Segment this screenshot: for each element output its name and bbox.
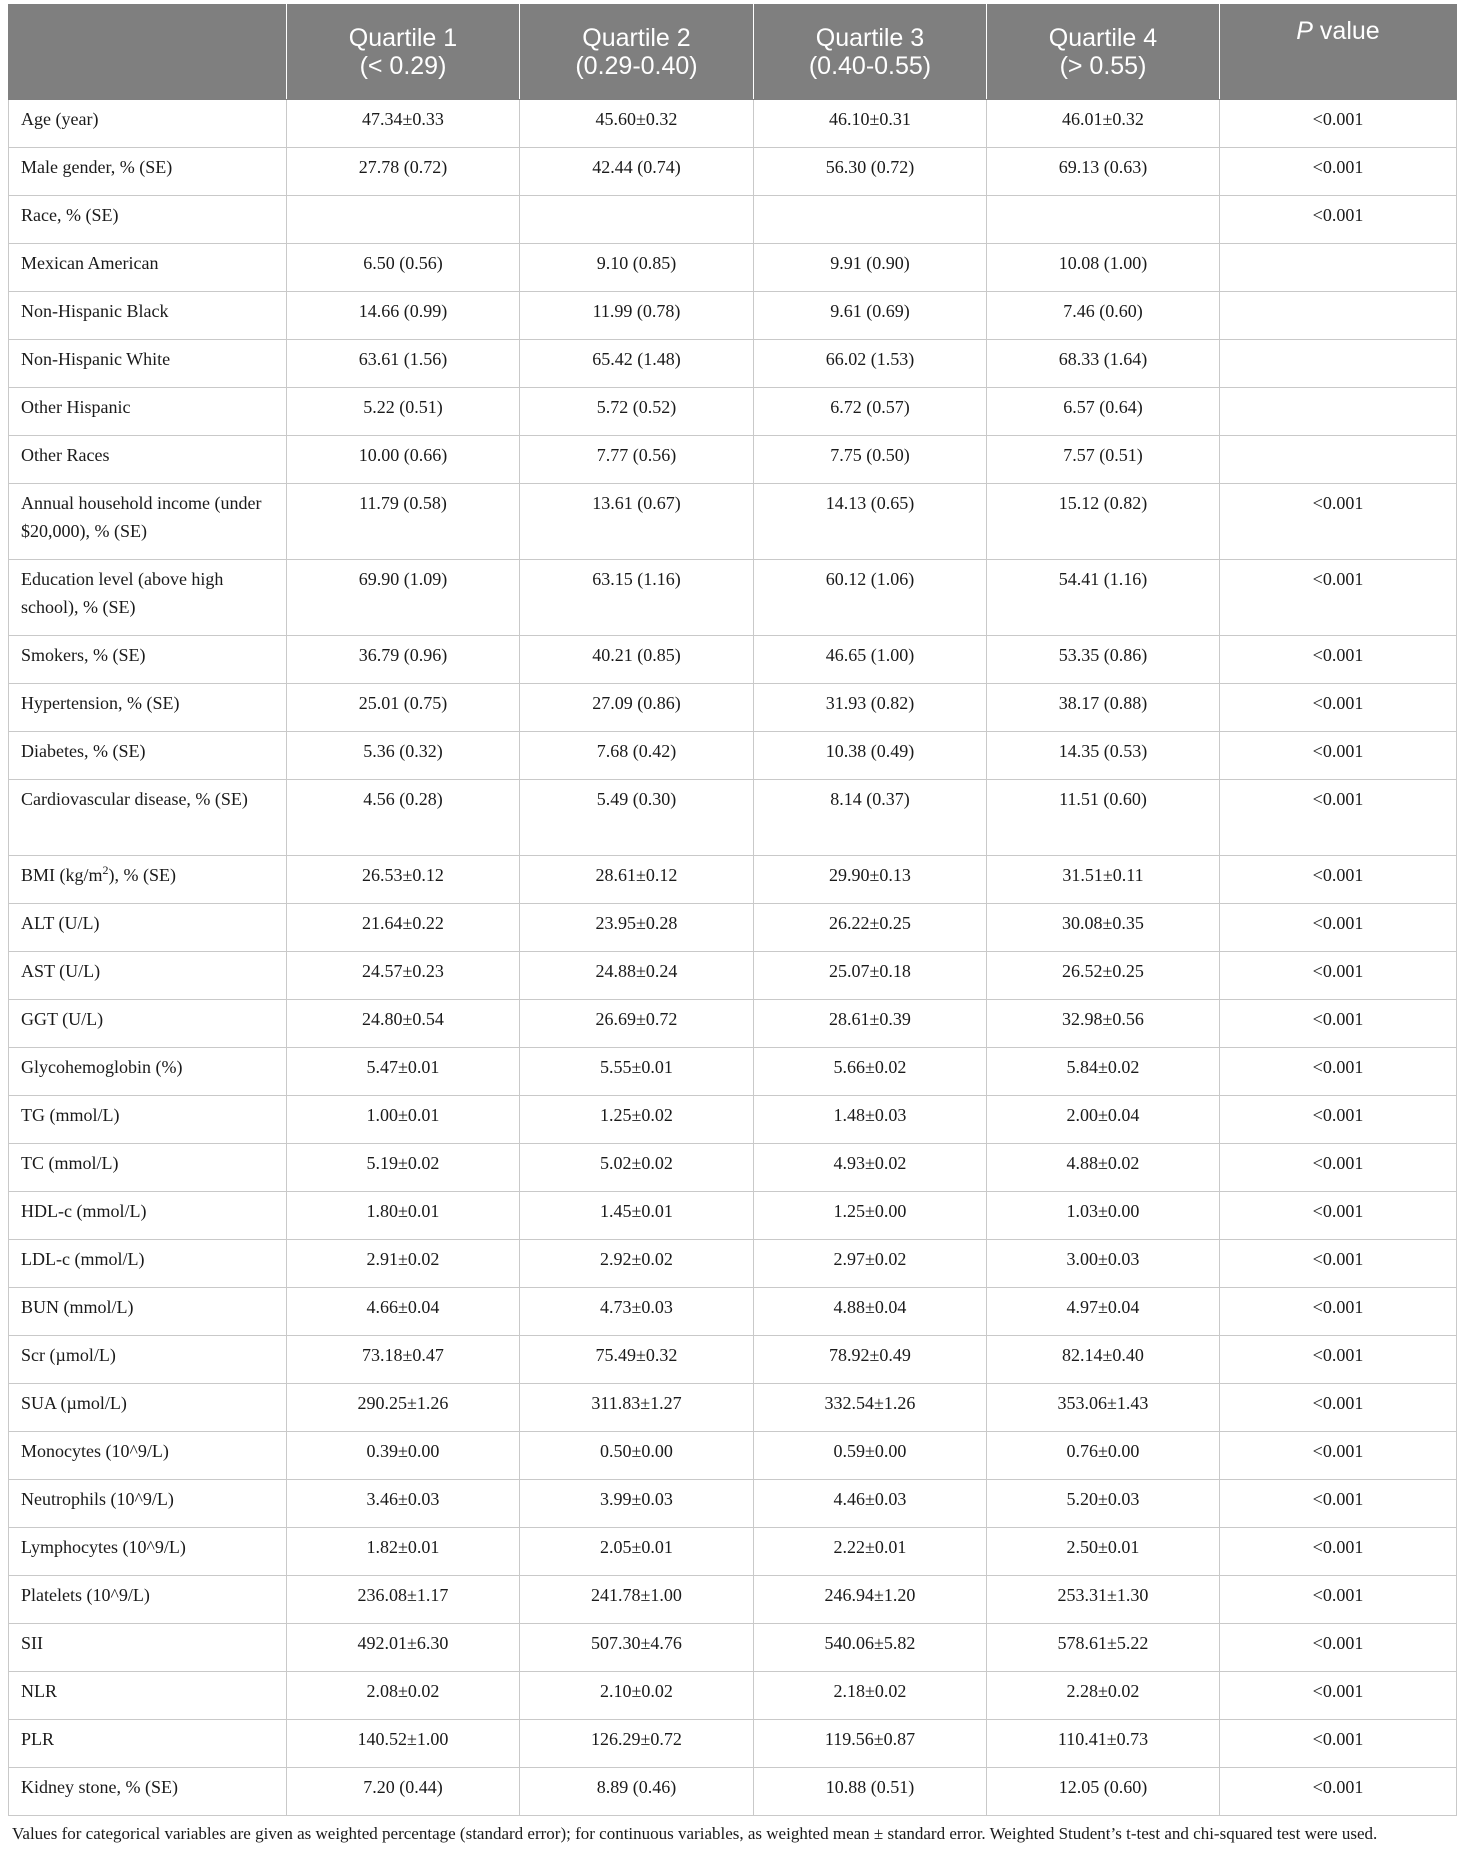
row-label: Scr (µmol/L) bbox=[9, 1336, 287, 1384]
cell-q1: 5.47±0.01 bbox=[287, 1048, 520, 1096]
cell-q4: 69.13 (0.63) bbox=[987, 148, 1220, 196]
cell-q3: 10.38 (0.49) bbox=[754, 732, 987, 780]
table-row bbox=[9, 1240, 1457, 1288]
table-row bbox=[9, 436, 1457, 484]
cell-p-value: <0.001 bbox=[1220, 100, 1457, 148]
cell-q4: 4.88±0.02 bbox=[987, 1144, 1220, 1192]
cell-p-value: <0.001 bbox=[1220, 684, 1457, 732]
cell-q2: 40.21 (0.85) bbox=[520, 636, 754, 684]
cell-p-value bbox=[1220, 244, 1457, 292]
row-label-text: BMI (kg/m bbox=[21, 865, 103, 885]
cell-q2: 24.88±0.24 bbox=[520, 952, 754, 1000]
cell-q1: 24.57±0.23 bbox=[287, 952, 520, 1000]
cell-q1: 63.61 (1.56) bbox=[287, 340, 520, 388]
cell-q1: 2.08±0.02 bbox=[287, 1672, 520, 1720]
cell-q3: 246.94±1.20 bbox=[754, 1576, 987, 1624]
cell-q4: 0.76±0.00 bbox=[987, 1432, 1220, 1480]
cell-q3: 60.12 (1.06) bbox=[754, 560, 987, 636]
row-label: Race, % (SE) bbox=[9, 196, 287, 244]
header-empty-cell bbox=[9, 5, 287, 100]
row-label: Lymphocytes (10^9/L) bbox=[9, 1528, 287, 1576]
cell-p-value: <0.001 bbox=[1220, 1672, 1457, 1720]
table-row bbox=[9, 1528, 1457, 1576]
cell-q3: 1.25±0.00 bbox=[754, 1192, 987, 1240]
row-label: SUA (µmol/L) bbox=[9, 1384, 287, 1432]
cell-p-value: <0.001 bbox=[1220, 780, 1457, 856]
row-label: AST (U/L) bbox=[9, 952, 287, 1000]
cell-q2: 5.49 (0.30) bbox=[520, 780, 754, 856]
cell-q4: 10.08 (1.00) bbox=[987, 244, 1220, 292]
table-row bbox=[9, 1720, 1457, 1768]
cell-q2: 11.99 (0.78) bbox=[520, 292, 754, 340]
cell-q1: 0.39±0.00 bbox=[287, 1432, 520, 1480]
table-row bbox=[9, 560, 1457, 636]
cell-q2: 7.77 (0.56) bbox=[520, 436, 754, 484]
cell-q1: 24.80±0.54 bbox=[287, 1000, 520, 1048]
cell-q4: 7.57 (0.51) bbox=[987, 436, 1220, 484]
cell-q1: 5.22 (0.51) bbox=[287, 388, 520, 436]
cell-q2: 126.29±0.72 bbox=[520, 1720, 754, 1768]
cell-p-value: <0.001 bbox=[1220, 1144, 1457, 1192]
table-row bbox=[9, 1048, 1457, 1096]
cell-p-value: <0.001 bbox=[1220, 196, 1457, 244]
row-label: Smokers, % (SE) bbox=[9, 636, 287, 684]
header-p-value bbox=[1220, 5, 1457, 100]
row-label: Monocytes (10^9/L) bbox=[9, 1432, 287, 1480]
cell-q2: 0.50±0.00 bbox=[520, 1432, 754, 1480]
cell-q2: 42.44 (0.74) bbox=[520, 148, 754, 196]
cell-q3: 7.75 (0.50) bbox=[754, 436, 987, 484]
row-label: TC (mmol/L) bbox=[9, 1144, 287, 1192]
cell-q2: 8.89 (0.46) bbox=[520, 1768, 754, 1816]
row-label: Hypertension, % (SE) bbox=[9, 684, 287, 732]
table-row bbox=[9, 780, 1457, 856]
cell-q1: 36.79 (0.96) bbox=[287, 636, 520, 684]
table-row bbox=[9, 1384, 1457, 1432]
cell-q2: 28.61±0.12 bbox=[520, 856, 754, 904]
cell-q2: 4.73±0.03 bbox=[520, 1288, 754, 1336]
cell-q4: 14.35 (0.53) bbox=[987, 732, 1220, 780]
cell-q3: 56.30 (0.72) bbox=[754, 148, 987, 196]
cell-q4: 1.03±0.00 bbox=[987, 1192, 1220, 1240]
cell-q3 bbox=[754, 196, 987, 244]
cell-q3: 119.56±0.87 bbox=[754, 1720, 987, 1768]
cell-q1: 11.79 (0.58) bbox=[287, 484, 520, 560]
cell-q1 bbox=[287, 196, 520, 244]
cell-q4: 15.12 (0.82) bbox=[987, 484, 1220, 560]
row-label: TG (mmol/L) bbox=[9, 1096, 287, 1144]
table-row bbox=[9, 148, 1457, 196]
cell-p-value: <0.001 bbox=[1220, 636, 1457, 684]
cell-p-value: <0.001 bbox=[1220, 1384, 1457, 1432]
table-header bbox=[9, 5, 1457, 100]
row-label: NLR bbox=[9, 1672, 287, 1720]
cell-q3: 9.91 (0.90) bbox=[754, 244, 987, 292]
cell-q3: 2.97±0.02 bbox=[754, 1240, 987, 1288]
cell-q3: 29.90±0.13 bbox=[754, 856, 987, 904]
row-label: LDL-c (mmol/L) bbox=[9, 1240, 287, 1288]
cell-q4: 2.50±0.01 bbox=[987, 1528, 1220, 1576]
cell-p-value: <0.001 bbox=[1220, 1336, 1457, 1384]
header-quartile-4 bbox=[987, 5, 1220, 100]
cell-q3: 0.59±0.00 bbox=[754, 1432, 987, 1480]
row-label: ALT (U/L) bbox=[9, 904, 287, 952]
cell-q1: 26.53±0.12 bbox=[287, 856, 520, 904]
cell-q2: 65.42 (1.48) bbox=[520, 340, 754, 388]
cell-q2: 63.15 (1.16) bbox=[520, 560, 754, 636]
cell-q2: 75.49±0.32 bbox=[520, 1336, 754, 1384]
table-row bbox=[9, 1768, 1457, 1816]
cell-q2: 5.72 (0.52) bbox=[520, 388, 754, 436]
cell-q2: 5.02±0.02 bbox=[520, 1144, 754, 1192]
table-row bbox=[9, 732, 1457, 780]
cell-q3: 4.93±0.02 bbox=[754, 1144, 987, 1192]
cell-p-value bbox=[1220, 436, 1457, 484]
header-p-rest: value bbox=[1312, 17, 1380, 45]
cell-q2: 1.45±0.01 bbox=[520, 1192, 754, 1240]
cell-q4: 53.35 (0.86) bbox=[987, 636, 1220, 684]
cell-q1: 5.19±0.02 bbox=[287, 1144, 520, 1192]
cell-q3: 66.02 (1.53) bbox=[754, 340, 987, 388]
cell-q3: 6.72 (0.57) bbox=[754, 388, 987, 436]
row-label: Platelets (10^9/L) bbox=[9, 1576, 287, 1624]
cell-q3: 10.88 (0.51) bbox=[754, 1768, 987, 1816]
cell-q3: 5.66±0.02 bbox=[754, 1048, 987, 1096]
cell-q3: 46.65 (1.00) bbox=[754, 636, 987, 684]
row-label: Non-Hispanic Black bbox=[9, 292, 287, 340]
cell-q4: 82.14±0.40 bbox=[987, 1336, 1220, 1384]
cell-q2: 2.10±0.02 bbox=[520, 1672, 754, 1720]
table-body bbox=[9, 100, 1457, 1816]
cell-q1: 236.08±1.17 bbox=[287, 1576, 520, 1624]
row-label: Male gender, % (SE) bbox=[9, 148, 287, 196]
cell-p-value: <0.001 bbox=[1220, 1192, 1457, 1240]
cell-p-value: <0.001 bbox=[1220, 952, 1457, 1000]
cell-q1: 7.20 (0.44) bbox=[287, 1768, 520, 1816]
row-label: BUN (mmol/L) bbox=[9, 1288, 287, 1336]
cell-q3: 8.14 (0.37) bbox=[754, 780, 987, 856]
header-quartile-3 bbox=[754, 5, 987, 100]
cell-q2: 7.68 (0.42) bbox=[520, 732, 754, 780]
cell-p-value: <0.001 bbox=[1220, 904, 1457, 952]
cell-q1: 73.18±0.47 bbox=[287, 1336, 520, 1384]
table-row bbox=[9, 196, 1457, 244]
table-row bbox=[9, 1288, 1457, 1336]
header-q4-range: (> 0.55) bbox=[1059, 52, 1147, 80]
row-label: Mexican American bbox=[9, 244, 287, 292]
cell-q2: 311.83±1.27 bbox=[520, 1384, 754, 1432]
table-row bbox=[9, 636, 1457, 684]
table-row bbox=[9, 1576, 1457, 1624]
cell-q2: 13.61 (0.67) bbox=[520, 484, 754, 560]
cell-q1: 4.66±0.04 bbox=[287, 1288, 520, 1336]
table-row bbox=[9, 952, 1457, 1000]
cell-q2: 3.99±0.03 bbox=[520, 1480, 754, 1528]
cell-q1: 10.00 (0.66) bbox=[287, 436, 520, 484]
cell-p-value: <0.001 bbox=[1220, 1000, 1457, 1048]
cell-q4 bbox=[987, 196, 1220, 244]
table-row bbox=[9, 340, 1457, 388]
cell-q2 bbox=[520, 196, 754, 244]
cell-p-value bbox=[1220, 292, 1457, 340]
cell-q3: 9.61 (0.69) bbox=[754, 292, 987, 340]
cell-q2: 241.78±1.00 bbox=[520, 1576, 754, 1624]
cell-p-value: <0.001 bbox=[1220, 1288, 1457, 1336]
cell-q4: 68.33 (1.64) bbox=[987, 340, 1220, 388]
cell-q4: 2.00±0.04 bbox=[987, 1096, 1220, 1144]
cell-q2: 1.25±0.02 bbox=[520, 1096, 754, 1144]
cell-p-value: <0.001 bbox=[1220, 1720, 1457, 1768]
table-row bbox=[9, 1432, 1457, 1480]
header-row bbox=[9, 5, 1457, 100]
table-row bbox=[9, 1000, 1457, 1048]
cell-q2: 9.10 (0.85) bbox=[520, 244, 754, 292]
row-label: Annual household income (under $20,000), % (SE) bbox=[9, 484, 287, 560]
table-container bbox=[8, 4, 1456, 1846]
table-row bbox=[9, 1336, 1457, 1384]
cell-q3: 46.10±0.31 bbox=[754, 100, 987, 148]
cell-q4: 3.00±0.03 bbox=[987, 1240, 1220, 1288]
cell-q4: 110.41±0.73 bbox=[987, 1720, 1220, 1768]
cell-q1: 5.36 (0.32) bbox=[287, 732, 520, 780]
row-label: Neutrophils (10^9/L) bbox=[9, 1480, 287, 1528]
cell-q4: 11.51 (0.60) bbox=[987, 780, 1220, 856]
table-row bbox=[9, 684, 1457, 732]
cell-q4: 578.61±5.22 bbox=[987, 1624, 1220, 1672]
cell-q3: 540.06±5.82 bbox=[754, 1624, 987, 1672]
cell-q1: 3.46±0.03 bbox=[287, 1480, 520, 1528]
cell-p-value: <0.001 bbox=[1220, 1096, 1457, 1144]
table-row bbox=[9, 1144, 1457, 1192]
row-label: Other Hispanic bbox=[9, 388, 287, 436]
cell-q1: 290.25±1.26 bbox=[287, 1384, 520, 1432]
cell-q1: 4.56 (0.28) bbox=[287, 780, 520, 856]
cell-q2: 2.92±0.02 bbox=[520, 1240, 754, 1288]
table-row bbox=[9, 1192, 1457, 1240]
cell-q4: 5.20±0.03 bbox=[987, 1480, 1220, 1528]
table-row bbox=[9, 1672, 1457, 1720]
header-q2-range: (0.29-0.40) bbox=[575, 52, 698, 80]
cell-q1: 27.78 (0.72) bbox=[287, 148, 520, 196]
row-label: Other Races bbox=[9, 436, 287, 484]
table-footnote: Values for categorical variables are given as weighted percentage (standard error); for continuous variables, as weighted mean ± standard error. Weighted Student’s t-test and chi-squared test were used. bbox=[12, 1824, 1378, 1843]
cell-p-value: <0.001 bbox=[1220, 732, 1457, 780]
cell-q4: 6.57 (0.64) bbox=[987, 388, 1220, 436]
cell-q4: 30.08±0.35 bbox=[987, 904, 1220, 952]
cell-q4: 353.06±1.43 bbox=[987, 1384, 1220, 1432]
table-row bbox=[9, 244, 1457, 292]
cell-p-value bbox=[1220, 340, 1457, 388]
table-row bbox=[9, 1096, 1457, 1144]
header-q4-name: Quartile 4 bbox=[1048, 24, 1158, 52]
cell-q1: 140.52±1.00 bbox=[287, 1720, 520, 1768]
cell-q2: 2.05±0.01 bbox=[520, 1528, 754, 1576]
header-q3-range: (0.40-0.55) bbox=[808, 52, 932, 80]
row-label: GGT (U/L) bbox=[9, 1000, 287, 1048]
cell-p-value bbox=[1220, 388, 1457, 436]
row-label: Age (year) bbox=[9, 100, 287, 148]
cell-q4: 12.05 (0.60) bbox=[987, 1768, 1220, 1816]
table-row bbox=[9, 1624, 1457, 1672]
cell-q4: 31.51±0.11 bbox=[987, 856, 1220, 904]
cell-q3: 14.13 (0.65) bbox=[754, 484, 987, 560]
cell-q3: 4.46±0.03 bbox=[754, 1480, 987, 1528]
header-quartile-2 bbox=[520, 5, 754, 100]
cell-q4: 38.17 (0.88) bbox=[987, 684, 1220, 732]
cell-p-value: <0.001 bbox=[1220, 560, 1457, 636]
table-row bbox=[9, 388, 1457, 436]
row-label bbox=[9, 856, 287, 904]
cell-p-value: <0.001 bbox=[1220, 1576, 1457, 1624]
row-label: Cardiovascular disease, % (SE) bbox=[9, 780, 287, 856]
cell-q3: 25.07±0.18 bbox=[754, 952, 987, 1000]
row-label: SII bbox=[9, 1624, 287, 1672]
cell-q1: 6.50 (0.56) bbox=[287, 244, 520, 292]
table-row bbox=[9, 1480, 1457, 1528]
row-label-text-suffix: ), % (SE) bbox=[108, 865, 176, 885]
cell-p-value: <0.001 bbox=[1220, 1768, 1457, 1816]
cell-q4: 4.97±0.04 bbox=[987, 1288, 1220, 1336]
header-q1-name: Quartile 1 bbox=[348, 24, 458, 52]
cell-q2: 45.60±0.32 bbox=[520, 100, 754, 148]
cell-q1: 47.34±0.33 bbox=[287, 100, 520, 148]
row-label: Glycohemoglobin (%) bbox=[9, 1048, 287, 1096]
cell-q1: 25.01 (0.75) bbox=[287, 684, 520, 732]
table-row bbox=[9, 100, 1457, 148]
cell-q4: 5.84±0.02 bbox=[987, 1048, 1220, 1096]
cell-q2: 5.55±0.01 bbox=[520, 1048, 754, 1096]
cell-q4: 32.98±0.56 bbox=[987, 1000, 1220, 1048]
row-label: HDL-c (mmol/L) bbox=[9, 1192, 287, 1240]
cell-p-value: <0.001 bbox=[1220, 148, 1457, 196]
cell-q1: 1.82±0.01 bbox=[287, 1528, 520, 1576]
cell-p-value: <0.001 bbox=[1220, 1240, 1457, 1288]
cell-q2: 26.69±0.72 bbox=[520, 1000, 754, 1048]
cell-q1: 21.64±0.22 bbox=[287, 904, 520, 952]
cell-q4: 26.52±0.25 bbox=[987, 952, 1220, 1000]
cell-q1: 2.91±0.02 bbox=[287, 1240, 520, 1288]
row-label: Non-Hispanic White bbox=[9, 340, 287, 388]
cell-q1: 492.01±6.30 bbox=[287, 1624, 520, 1672]
cell-p-value: <0.001 bbox=[1220, 1480, 1457, 1528]
cell-q3: 332.54±1.26 bbox=[754, 1384, 987, 1432]
row-label-superscript: 2 bbox=[102, 863, 109, 877]
cell-q1: 14.66 (0.99) bbox=[287, 292, 520, 340]
cell-q3: 2.18±0.02 bbox=[754, 1672, 987, 1720]
cell-q3: 28.61±0.39 bbox=[754, 1000, 987, 1048]
table-row bbox=[9, 856, 1457, 904]
cell-p-value: <0.001 bbox=[1220, 1048, 1457, 1096]
cell-q3: 2.22±0.01 bbox=[754, 1528, 987, 1576]
cell-q2: 27.09 (0.86) bbox=[520, 684, 754, 732]
cell-q3: 1.48±0.03 bbox=[754, 1096, 987, 1144]
cell-p-value: <0.001 bbox=[1220, 856, 1457, 904]
cell-q1: 69.90 (1.09) bbox=[287, 560, 520, 636]
cell-p-value: <0.001 bbox=[1220, 484, 1457, 560]
table-row bbox=[9, 904, 1457, 952]
cell-q3: 31.93 (0.82) bbox=[754, 684, 987, 732]
cell-q2: 23.95±0.28 bbox=[520, 904, 754, 952]
row-label: PLR bbox=[9, 1720, 287, 1768]
header-quartile-1 bbox=[287, 5, 520, 100]
header-p-letter: P bbox=[1296, 17, 1313, 45]
cell-q4: 46.01±0.32 bbox=[987, 100, 1220, 148]
cell-q4: 253.31±1.30 bbox=[987, 1576, 1220, 1624]
cell-q3: 4.88±0.04 bbox=[754, 1288, 987, 1336]
row-label: Education level (above high school), % (SE) bbox=[9, 560, 287, 636]
table-row bbox=[9, 292, 1457, 340]
cell-p-value: <0.001 bbox=[1220, 1528, 1457, 1576]
cell-q3: 78.92±0.49 bbox=[754, 1336, 987, 1384]
cell-q1: 1.80±0.01 bbox=[287, 1192, 520, 1240]
cell-q3: 26.22±0.25 bbox=[754, 904, 987, 952]
cell-p-value: <0.001 bbox=[1220, 1432, 1457, 1480]
header-q1-range: (< 0.29) bbox=[359, 52, 447, 80]
header-q3-name: Quartile 3 bbox=[815, 24, 925, 52]
header-q2-name: Quartile 2 bbox=[582, 24, 691, 52]
cell-q4: 7.46 (0.60) bbox=[987, 292, 1220, 340]
cell-q2: 507.30±4.76 bbox=[520, 1624, 754, 1672]
cell-q1: 1.00±0.01 bbox=[287, 1096, 520, 1144]
table-row bbox=[9, 484, 1457, 560]
row-label: Kidney stone, % (SE) bbox=[9, 1768, 287, 1816]
cell-q4: 2.28±0.02 bbox=[987, 1672, 1220, 1720]
data-table bbox=[8, 4, 1457, 1816]
row-label: Diabetes, % (SE) bbox=[9, 732, 287, 780]
cell-q4: 54.41 (1.16) bbox=[987, 560, 1220, 636]
cell-p-value: <0.001 bbox=[1220, 1624, 1457, 1672]
